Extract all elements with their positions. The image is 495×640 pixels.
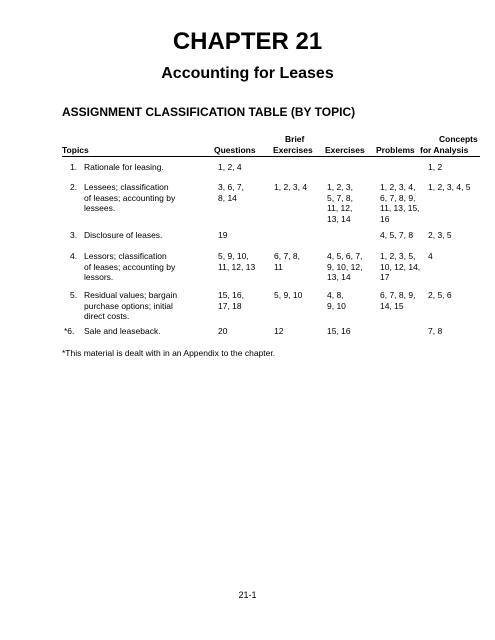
row-number: 4. [70, 251, 78, 261]
row-questions: 1, 2, 4 [218, 162, 242, 172]
row-exercises: 4, 8, 9, 10 [327, 290, 346, 311]
header-rule [62, 156, 480, 157]
header-concepts-line1: Concepts [439, 134, 478, 144]
table-heading: ASSIGNMENT CLASSIFICATION TABLE (BY TOPIC) [62, 105, 356, 119]
row-problems: 1, 2, 3, 5, 10, 12, 14, 17 [380, 251, 421, 282]
header-exercises: Exercises [325, 145, 365, 155]
chapter-subtitle: Accounting for Leases [161, 65, 334, 82]
row-questions: 5, 9, 10, 11, 12, 13 [218, 251, 256, 272]
row-brief-exercises: 12 [274, 326, 284, 336]
row-exercises: 1, 2, 3, 5, 7, 8, 11, 12, 13, 14 [327, 182, 353, 224]
chapter-title: CHAPTER 21 [172, 28, 323, 55]
row-concepts: 4 [428, 251, 433, 261]
header-topics: Topics [62, 145, 89, 155]
row-concepts: 2, 3, 5 [428, 230, 452, 240]
row-problems: 1, 2, 3, 4, 6, 7, 8, 9, 11, 13, 15, 16 [380, 182, 420, 224]
header-questions: Questions [214, 145, 256, 155]
row-questions: 20 [218, 326, 228, 336]
row-topic: Lessors; classification of leases; accounting by lessors. [84, 251, 176, 282]
row-topic: Residual values; bargain purchase options; initial direct costs. [84, 290, 178, 321]
row-questions: 15, 16, 17, 18 [218, 290, 244, 311]
footnote: *This material is dealt with in an Appendix to the chapter. [62, 348, 276, 358]
row-questions: 3, 6, 7, 8, 14 [218, 182, 244, 203]
row-topic: Rationale for leasing. [84, 162, 164, 172]
row-number: 5. [70, 290, 78, 300]
row-brief-exercises: 1, 2, 3, 4 [274, 182, 308, 192]
row-concepts: 2, 5, 6 [428, 290, 452, 300]
header-problems: Problems [376, 145, 415, 155]
header-brief-line1: Brief [285, 134, 305, 144]
row-problems: 6, 7, 8, 9, 14, 15 [380, 290, 416, 311]
row-number: 2. [70, 182, 78, 192]
row-problems: 4, 5, 7, 8 [380, 230, 414, 240]
page-number: 21-1 [238, 590, 257, 600]
row-topic: Lessees; classification of leases; accounting by lessees. [84, 182, 176, 213]
header-brief-line2: Exercises [273, 145, 313, 155]
row-brief-exercises: 5, 9, 10 [274, 290, 303, 300]
row-concepts: 1, 2, 3, 4, 5 [428, 182, 471, 192]
row-concepts: 1, 2 [428, 162, 443, 172]
row-brief-exercises: 6, 7, 8, 11 [274, 251, 300, 272]
row-number: 1. [70, 162, 78, 172]
row-exercises: 15, 16 [327, 326, 351, 336]
row-concepts: 7, 8 [428, 326, 443, 336]
row-topic: Disclosure of leases. [84, 230, 163, 240]
row-questions: 19 [218, 230, 228, 240]
row-number: 3. [70, 230, 78, 240]
row-exercises: 4, 5, 6, 7, 9, 10, 12, 13, 14 [327, 251, 363, 282]
row-number: *6. [64, 326, 75, 336]
header-concepts-line2: for Analysis [420, 145, 469, 155]
row-topic: Sale and leaseback. [84, 326, 161, 336]
